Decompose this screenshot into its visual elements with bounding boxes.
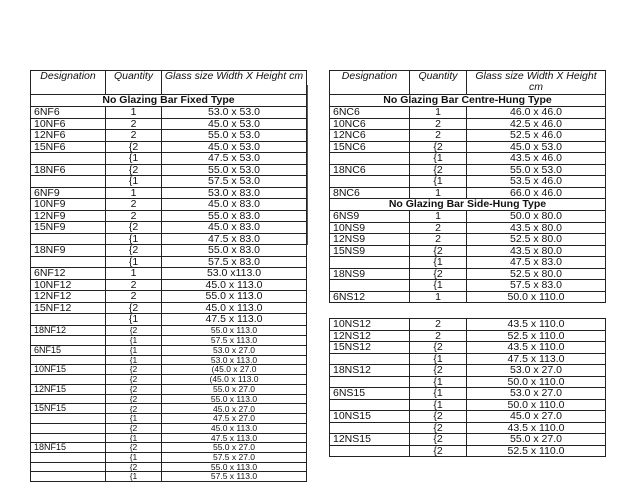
designation-cell: 12NC6	[330, 130, 410, 142]
quantity-cell: 1	[106, 107, 162, 119]
table-row	[330, 422, 606, 434]
quantity-cell: {1	[410, 388, 467, 400]
designation-cell	[31, 355, 106, 365]
glass-size-cell: 55.0 x 113.0	[162, 462, 307, 472]
table-row	[31, 210, 307, 222]
designation-cell: 6NS12	[330, 291, 410, 303]
designation-cell: 15NF9	[31, 222, 106, 234]
glass-size-cell: 55.0 x 113.0	[162, 326, 307, 336]
designation-cell	[31, 256, 106, 268]
table-row	[31, 375, 307, 385]
table-row	[31, 404, 307, 414]
table-row	[330, 245, 606, 257]
designation-cell: 6NS15	[330, 388, 410, 400]
quantity-cell: {1	[106, 453, 162, 463]
glass-size-cell: 52.5 x 46.0	[467, 130, 606, 142]
table-row	[330, 434, 606, 446]
table-row	[31, 291, 307, 303]
designation-cell: 15NF12	[31, 302, 106, 314]
table-row	[31, 326, 307, 336]
quantity-cell: {2	[106, 375, 162, 385]
designation-cell: 15NF15	[31, 404, 106, 414]
table-row	[31, 443, 307, 453]
table-row	[330, 222, 606, 234]
table-row	[31, 130, 307, 142]
designation-cell	[31, 414, 106, 424]
divider-line	[307, 85, 308, 245]
quantity-cell: 2	[106, 130, 162, 142]
glass-size-cell: 57.5 x 113.0	[162, 472, 307, 482]
side-hung-table-continued	[329, 318, 606, 457]
quantity-cell: {2	[106, 394, 162, 404]
table-row	[330, 411, 606, 423]
header-designation: Designation	[31, 71, 106, 95]
table-row	[31, 118, 307, 130]
table-row	[330, 388, 606, 400]
designation-cell: 6NF6	[31, 107, 106, 119]
quantity-cell: {2	[106, 423, 162, 433]
glass-size-cell: (45.0 x 27.0	[162, 365, 307, 375]
table-row	[31, 314, 307, 326]
glass-size-cell: 55.0 x 83.0	[162, 245, 307, 257]
glass-size-cell: 50.0 x 110.0	[467, 291, 606, 303]
designation-cell	[330, 353, 410, 365]
designation-cell: 8NC6	[330, 187, 410, 199]
header-glass-size: Glass size Width X Height cm	[162, 71, 307, 95]
table-row	[31, 462, 307, 472]
quantity-cell: 2	[106, 118, 162, 130]
designation-cell	[31, 394, 106, 404]
quantity-cell: 2	[410, 130, 467, 142]
quantity-cell: {2	[106, 443, 162, 453]
glass-size-cell: 53.0 x 27.0	[467, 388, 606, 400]
quantity-cell: 1	[410, 211, 467, 223]
quantity-cell: 2	[106, 210, 162, 222]
quantity-cell: {2	[106, 404, 162, 414]
table-row	[31, 153, 307, 165]
glass-size-cell: 55.0 x 53.0	[467, 164, 606, 176]
quantity-cell: 1	[410, 107, 467, 119]
table-row	[31, 279, 307, 291]
table-row	[330, 164, 606, 176]
table-row	[330, 445, 606, 457]
glass-size-cell: 43.5 x 110.0	[467, 319, 606, 331]
quantity-cell: {2	[410, 411, 467, 423]
designation-cell	[31, 423, 106, 433]
table-row	[31, 176, 307, 188]
glass-size-cell: 50.0 x 110.0	[467, 399, 606, 411]
quantity-cell: 1	[410, 291, 467, 303]
table-row	[330, 257, 606, 269]
glass-size-cell: 55.0 x 53.0	[162, 130, 307, 142]
quantity-cell: {2	[410, 245, 467, 257]
glass-size-cell: 53.0 x 27.0	[467, 365, 606, 377]
designation-cell: 12NS9	[330, 234, 410, 246]
designation-cell: 18NF9	[31, 245, 106, 257]
table-row	[31, 414, 307, 424]
section-title: No Glazing Bar Side-Hung Type	[330, 199, 606, 211]
header-designation: Designation	[330, 71, 410, 95]
table-row	[330, 365, 606, 377]
table-row	[330, 176, 606, 188]
table-row	[31, 336, 307, 346]
table-row	[31, 394, 307, 404]
designation-cell: 18NF6	[31, 164, 106, 176]
designation-cell: 18NF12	[31, 326, 106, 336]
table-row	[31, 472, 307, 482]
table-row	[330, 118, 606, 130]
designation-cell: 12NF15	[31, 384, 106, 394]
table-row	[31, 199, 307, 211]
quantity-cell: {2	[106, 245, 162, 257]
glass-size-cell: 47.5 x 53.0	[162, 153, 307, 165]
quantity-cell: {1	[410, 257, 467, 269]
glass-size-cell: 45.0 x 53.0	[162, 141, 307, 153]
table-row	[330, 376, 606, 388]
quantity-cell: 2	[410, 222, 467, 234]
glass-size-cell: 55.0 x 53.0	[162, 164, 307, 176]
glass-size-cell: 47.5 x 113.0	[162, 314, 307, 326]
designation-cell: 10NS12	[330, 319, 410, 331]
designation-cell: 18NS9	[330, 268, 410, 280]
table-row	[330, 234, 606, 246]
table-row	[31, 164, 307, 176]
glass-size-cell: 47.5 x 113.0	[162, 433, 307, 443]
designation-cell	[31, 433, 106, 443]
table-row	[330, 280, 606, 292]
glass-size-cell: 43.5 x 80.0	[467, 245, 606, 257]
glass-size-cell: 45.0 x 113.0	[162, 279, 307, 291]
glass-size-cell: 57.5 x 27.0	[162, 453, 307, 463]
glass-size-cell: 43.5 x 80.0	[467, 222, 606, 234]
quantity-cell: {2	[410, 164, 467, 176]
table-row	[31, 433, 307, 443]
fixed-type-table	[30, 70, 307, 326]
section-title: No Glazing Bar Fixed Type	[31, 95, 307, 107]
quantity-cell: {1	[106, 176, 162, 188]
table-row	[31, 256, 307, 268]
designation-cell: 6NS9	[330, 211, 410, 223]
designation-cell	[31, 462, 106, 472]
quantity-cell: {1	[410, 280, 467, 292]
quantity-cell: {1	[410, 176, 467, 188]
glass-size-cell: 55.0 x 27.0	[162, 443, 307, 453]
designation-cell	[330, 153, 410, 165]
quantity-cell: {2	[106, 384, 162, 394]
table-row	[330, 342, 606, 354]
designation-cell: 18NF15	[31, 443, 106, 453]
table-row	[31, 355, 307, 365]
glass-size-cell: 53.5 x 46.0	[467, 176, 606, 188]
glass-size-cell: 45.0 x 83.0	[162, 222, 307, 234]
glass-size-cell: 53.0 x113.0	[162, 268, 307, 280]
designation-cell: 6NC6	[330, 107, 410, 119]
quantity-cell: 1	[106, 187, 162, 199]
designation-cell: 12NS12	[330, 330, 410, 342]
designation-cell: 12NF6	[31, 130, 106, 142]
glass-size-cell: 55.0 x 83.0	[162, 210, 307, 222]
quantity-cell: {1	[106, 314, 162, 326]
designation-cell: 15NF6	[31, 141, 106, 153]
quantity-cell: {1	[106, 433, 162, 443]
table-row	[31, 245, 307, 257]
glass-size-cell: 43.5 x 46.0	[467, 153, 606, 165]
glass-size-cell: 57.5 x 53.0	[162, 176, 307, 188]
designation-cell: 10NF12	[31, 279, 106, 291]
header-quantity: Quantity	[106, 71, 162, 95]
table-row	[31, 187, 307, 199]
fixed-type-table-continued	[30, 325, 307, 482]
table-row	[31, 222, 307, 234]
quantity-cell: {1	[106, 153, 162, 165]
glass-size-cell: 47.5 x 27.0	[162, 414, 307, 424]
glass-size-cell: 45.0 x 83.0	[162, 199, 307, 211]
glass-size-cell: 50.0 x 110.0	[467, 376, 606, 388]
quantity-cell: 2	[410, 330, 467, 342]
glass-size-cell: 45.0 x 113.0	[162, 423, 307, 433]
table-row	[330, 353, 606, 365]
designation-cell: 12NF12	[31, 291, 106, 303]
designation-cell: 12NS15	[330, 434, 410, 446]
header-glass-size: Glass size Width X Height cm	[467, 71, 606, 95]
quantity-cell: {2	[106, 141, 162, 153]
table-row	[31, 384, 307, 394]
quantity-cell: {1	[410, 353, 467, 365]
glass-size-cell: 47.5 x 83.0	[467, 257, 606, 269]
table-row	[31, 268, 307, 280]
designation-cell	[31, 314, 106, 326]
quantity-cell: {1	[106, 472, 162, 482]
designation-cell	[31, 472, 106, 482]
quantity-cell: {2	[410, 342, 467, 354]
glass-size-cell: 57.5 x 83.0	[467, 280, 606, 292]
designation-cell: 18NC6	[330, 164, 410, 176]
quantity-cell: {1	[410, 399, 467, 411]
quantity-cell: {2	[410, 141, 467, 153]
glass-size-cell: 45.0 x 53.0	[162, 118, 307, 130]
designation-cell: 15NC6	[330, 141, 410, 153]
designation-cell: 18NS12	[330, 365, 410, 377]
table-row	[330, 291, 606, 303]
designation-cell: 6NF9	[31, 187, 106, 199]
quantity-cell: 1	[410, 187, 467, 199]
table-row	[330, 211, 606, 223]
quantity-cell: 2	[410, 319, 467, 331]
glass-size-cell: 55.0 x 27.0	[467, 434, 606, 446]
table-row	[330, 187, 606, 199]
designation-cell: 12NF9	[31, 210, 106, 222]
quantity-cell: {1	[106, 355, 162, 365]
designation-cell: 15NS9	[330, 245, 410, 257]
glass-size-cell: 42.5 x 46.0	[467, 118, 606, 130]
quantity-cell: 2	[410, 118, 467, 130]
glass-size-cell: 46.0 x 46.0	[467, 107, 606, 119]
quantity-cell: {1	[410, 376, 467, 388]
quantity-cell: 2	[410, 234, 467, 246]
table-row	[31, 141, 307, 153]
designation-cell	[330, 280, 410, 292]
section-title: No Glazing Bar Centre-Hung Type	[330, 95, 606, 107]
table-row	[31, 302, 307, 314]
glass-size-cell: 50.0 x 80.0	[467, 211, 606, 223]
quantity-cell: {1	[410, 153, 467, 165]
designation-cell: 15NS12	[330, 342, 410, 354]
table-row	[330, 268, 606, 280]
quantity-cell: {2	[106, 365, 162, 375]
quantity-cell: {1	[106, 336, 162, 346]
quantity-cell: 2	[106, 279, 162, 291]
quantity-cell: {2	[410, 422, 467, 434]
quantity-cell: 2	[106, 199, 162, 211]
glass-size-cell: 55.0 x 113.0	[162, 291, 307, 303]
glass-size-cell: 53.0 x 53.0	[162, 107, 307, 119]
quantity-cell: {2	[410, 365, 467, 377]
glass-size-cell: 52.5 x 110.0	[467, 445, 606, 457]
glass-size-cell: 43.5 x 110.0	[467, 342, 606, 354]
table-row	[31, 453, 307, 463]
glass-size-cell: 45.0 x 53.0	[467, 141, 606, 153]
designation-cell	[330, 422, 410, 434]
header-quantity: Quantity	[410, 71, 467, 95]
quantity-cell: 2	[106, 291, 162, 303]
designation-cell: 10NS9	[330, 222, 410, 234]
glass-size-cell: 57.5 x 113.0	[162, 336, 307, 346]
quantity-cell: {2	[410, 445, 467, 457]
glass-size-cell: 45.0 x 113.0	[162, 302, 307, 314]
designation-cell: 10NF6	[31, 118, 106, 130]
designation-cell	[330, 445, 410, 457]
table-row	[31, 345, 307, 355]
glass-size-cell: 52.5 x 80.0	[467, 268, 606, 280]
designation-cell: 10NF9	[31, 199, 106, 211]
glass-size-cell: 66.0 x 46.0	[467, 187, 606, 199]
table-row	[330, 153, 606, 165]
glass-size-cell: 55.0 x 27.0	[162, 384, 307, 394]
designation-cell	[330, 176, 410, 188]
glass-size-cell: 53.0 x 113.0	[162, 355, 307, 365]
quantity-cell: {1	[106, 414, 162, 424]
glass-size-cell: (45.0 x 113.0	[162, 375, 307, 385]
designation-cell: 6NF12	[31, 268, 106, 280]
glass-size-cell: 53.0 x 83.0	[162, 187, 307, 199]
designation-cell	[31, 233, 106, 245]
quantity-cell: {2	[106, 326, 162, 336]
table-row	[31, 233, 307, 245]
table-row	[31, 423, 307, 433]
glass-size-cell: 57.5 x 83.0	[162, 256, 307, 268]
hung-type-table	[329, 70, 606, 303]
quantity-cell: {2	[106, 462, 162, 472]
glass-size-cell: 45.0 x 27.0	[467, 411, 606, 423]
quantity-cell: {2	[106, 302, 162, 314]
designation-cell	[31, 453, 106, 463]
quantity-cell: {1	[106, 256, 162, 268]
table-row	[31, 107, 307, 119]
glass-size-cell: 47.5 x 113.0	[467, 353, 606, 365]
quantity-cell: {2	[106, 222, 162, 234]
glass-size-cell: 55.0 x 113.0	[162, 394, 307, 404]
designation-cell	[330, 399, 410, 411]
glass-size-cell: 53.0 x 27.0	[162, 345, 307, 355]
table-row	[330, 319, 606, 331]
glass-size-cell: 47.5 x 83.0	[162, 233, 307, 245]
quantity-cell: {1	[106, 345, 162, 355]
designation-cell	[330, 376, 410, 388]
designation-cell: 6NF15	[31, 345, 106, 355]
table-row	[330, 130, 606, 142]
quantity-cell: {2	[106, 164, 162, 176]
glass-size-cell: 52.5 x 110.0	[467, 330, 606, 342]
table-row	[31, 365, 307, 375]
quantity-cell: {2	[410, 268, 467, 280]
table-row	[330, 399, 606, 411]
designation-cell	[31, 336, 106, 346]
designation-cell	[330, 257, 410, 269]
glass-size-cell: 45.0 x 27.0	[162, 404, 307, 414]
designation-cell: 10NC6	[330, 118, 410, 130]
designation-cell	[31, 176, 106, 188]
designation-cell: 10NF15	[31, 365, 106, 375]
table-row	[330, 107, 606, 119]
table-row	[330, 330, 606, 342]
quantity-cell: {2	[410, 434, 467, 446]
designation-cell	[31, 375, 106, 385]
table-row	[330, 141, 606, 153]
quantity-cell: 1	[106, 268, 162, 280]
designation-cell	[31, 153, 106, 165]
glass-size-cell: 52.5 x 80.0	[467, 234, 606, 246]
designation-cell: 10NS15	[330, 411, 410, 423]
glass-size-cell: 43.5 x 110.0	[467, 422, 606, 434]
quantity-cell: {1	[106, 233, 162, 245]
